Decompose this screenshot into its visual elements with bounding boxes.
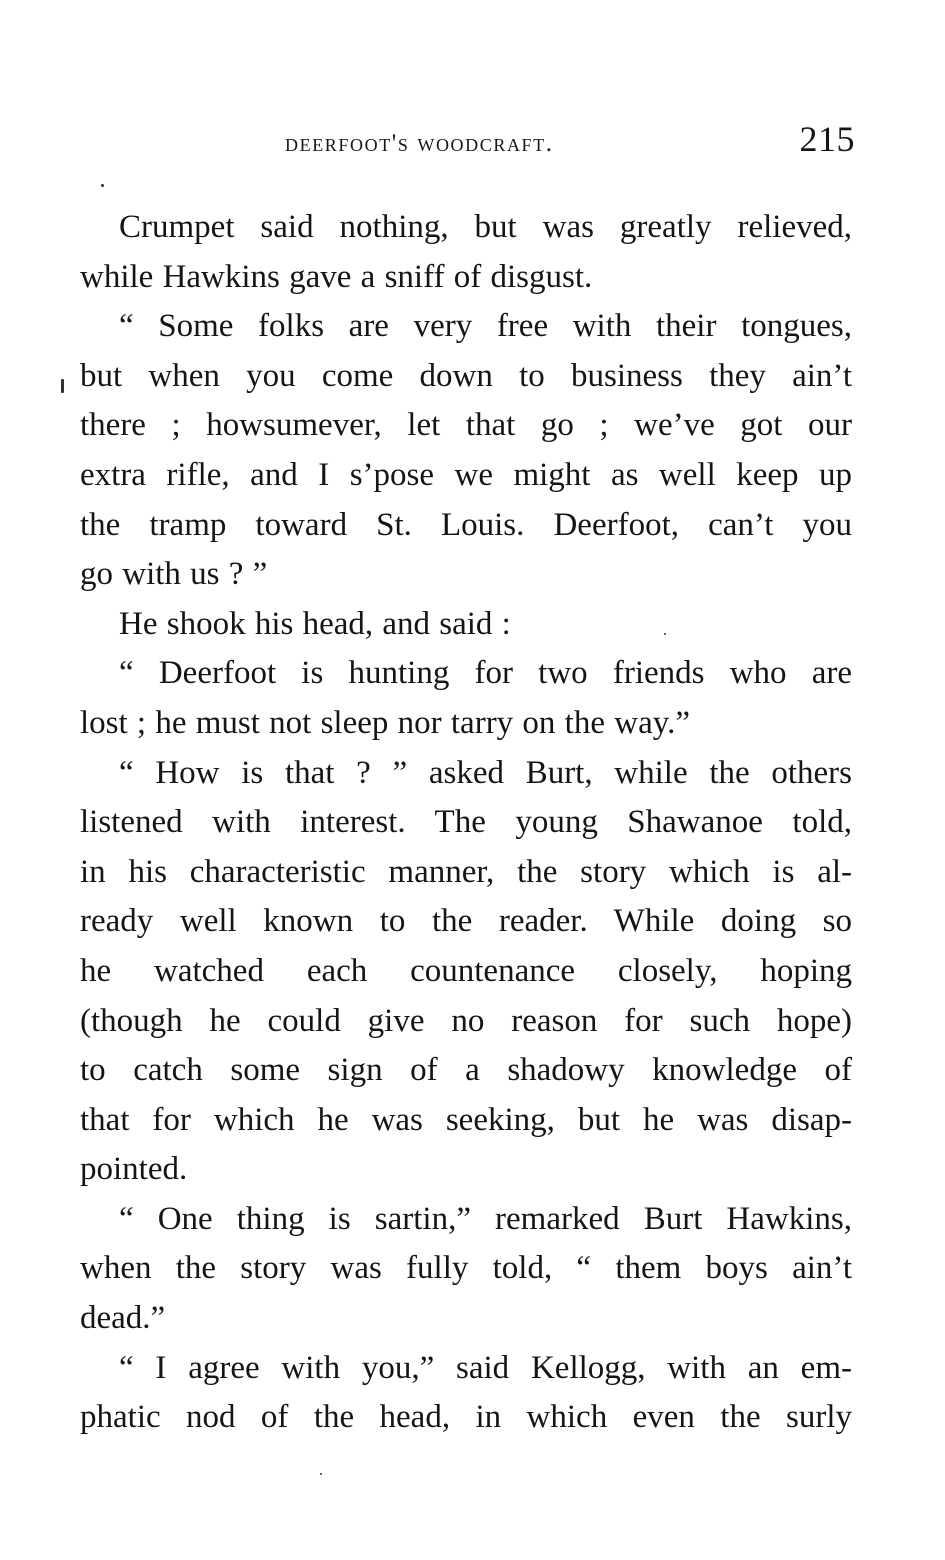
text-line: he watched each countenance closely, hoping <box>80 952 852 989</box>
text-line: Crumpet said nothing, but was greatly relieved, <box>119 209 852 245</box>
text-line: “ Deerfoot is hunting for two friends who are <box>119 655 852 692</box>
text-line: “ I agree with you,” said Kellogg, with an em- <box>119 1349 852 1386</box>
text-line: while Hawkins gave a sniff of disgust. <box>80 258 593 295</box>
text-line: when the story was fully told, “ them boys ain’t <box>80 1250 852 1287</box>
body-text <box>80 203 852 1443</box>
text-line: listened with interest. The young Shawanoe told, <box>80 804 852 841</box>
running-header <box>80 118 855 162</box>
text-line: go with us ? ” <box>80 556 268 593</box>
text-line: “ One thing is sartin,” remarked Burt Hawkins, <box>119 1200 852 1237</box>
text-line: to catch some sign of a shadowy knowledge of <box>80 1052 852 1089</box>
text-line: the tramp toward St. Louis. Deerfoot, can’t you <box>80 506 852 543</box>
text-line: ready well known to the reader. While doing so <box>80 903 852 940</box>
text-line: that for which he was seeking, but he was disap- <box>80 1101 852 1138</box>
text-line: pointed. <box>80 1151 188 1188</box>
scan-speck <box>320 1473 322 1475</box>
text-line: “ Some folks are very free with their tongues, <box>119 308 852 345</box>
text-line: but when you come down to business they ain’t <box>80 357 852 394</box>
scan-speck <box>61 379 64 393</box>
text-line: extra rifle, and I s’pose we might as well keep up <box>80 456 852 493</box>
text-line: dead.” <box>80 1300 166 1337</box>
scan-speck <box>664 633 666 635</box>
text-line: (though he could give no reason for such hope) <box>80 1002 852 1039</box>
running-title: deerfoot's woodcraft. <box>285 130 554 157</box>
text-line: in his characteristic manner, the story which is al- <box>80 853 852 890</box>
text-line: there ; howsumever, let that go ; we’ve got our <box>80 407 852 444</box>
text-line: lost ; he must not sleep nor tarry on the way.” <box>80 704 690 741</box>
text-line: “ How is that ? ” asked Burt, while the others <box>119 754 852 791</box>
page-number: 215 <box>799 119 855 159</box>
text-line: phatic nod of the head, in which even the surly <box>80 1399 852 1436</box>
text-line: He shook his head, and said : <box>119 605 511 642</box>
scan-speck <box>101 184 104 187</box>
